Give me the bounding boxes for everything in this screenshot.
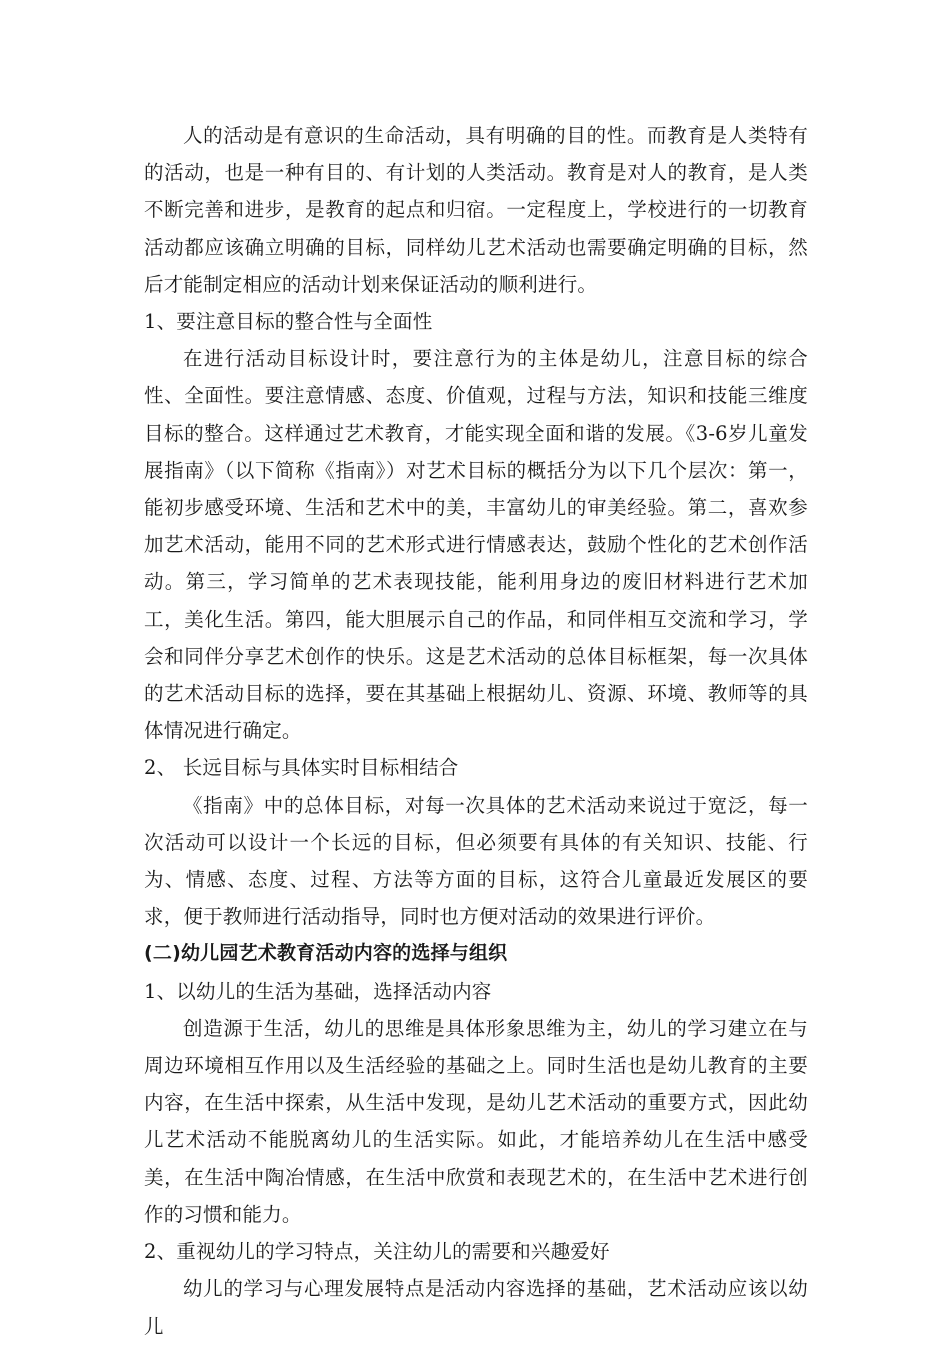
document-body [144, 117, 808, 1345]
section-heading-learning-traits: 2、重视幼儿的学习特点，关注幼儿的需要和兴趣爱好 [144, 1240, 610, 1264]
section-heading-integration: 1、要注意目标的整合性与全面性 [144, 310, 433, 334]
integration-paragraph: 在进行活动目标设计时，要注意行为的主体是幼儿，注意目标的综合性、全面性。要注意情感、态度、价值观，过程与方法，知识和技能三维度目标的整合。这样通过艺术教育，才能实现全面和谐的发展。《3-6岁儿童发展指南》（以下简称《指南》）对艺术目标的概括分为以下几个层次：第一，能初步感受环境、生活和艺术中的美，丰富幼儿的审美经验。第二，喜欢参加艺术活动，能用不同的艺术形式进行情感表达，鼓励个性化的艺术创作活动。第三，学习简单的艺术表现技能，能利用身边的废旧材料进行艺术加工，美化生活。第四，能大胆展示自己的作品，和同伴相互交流和学习，学会和同伴分享艺术创作的快乐。这是艺术活动的总体目标框架，每一次具体的艺术活动目标的选择，要在其基础上根据幼儿、资源、环境、教师等的具体情况进行确定。 [144, 347, 808, 743]
intro-paragraph: 人的活动是有意识的生命活动，具有明确的目的性。而教育是人类特有的活动，也是一种有目的、有计划的人类活动。教育是对人的教育，是人类不断完善和进步，是教育的起点和归宿。一定程度上，学校进行的一切教育活动都应该确立明确的目标，同样幼儿艺术活动也需要确定明确的目标，然后才能制定相应的活动计划来保证活动的顺利进行。 [144, 124, 808, 296]
section-heading-long-term-goals: 2、 长远目标与具体实时目标相结合 [144, 756, 459, 780]
chapter-heading-content-selection: (二)幼儿园艺术教育活动内容的选择与组织 [144, 942, 508, 965]
long-term-goals-paragraph: 《指南》中的总体目标，对每一次具体的艺术活动来说过于宽泛，每一次活动可以设计一个长远的目标，但必须要有具体的有关知识、技能、行为、情感、态度、过程、方法等方面的目标，这符合儿童最近发展区的要求，便于教师进行活动指导，同时也方便对活动的效果进行评价。 [144, 793, 808, 929]
learning-traits-paragraph: 幼儿的学习与心理发展特点是活动内容选择的基础，艺术活动应该以幼儿 [144, 1277, 808, 1338]
section-heading-life-basis: 1、以幼儿的生活为基础，选择活动内容 [144, 979, 492, 1003]
life-basis-paragraph: 创造源于生活，幼儿的思维是具体形象思维为主，幼儿的学习建立在与周边环境相互作用以及生活经验的基础之上。同时生活也是幼儿教育的主要内容，在生活中探索，从生活中发现，是幼儿艺术活动的重要方式，因此幼儿艺术活动不能脱离幼儿的生活实际。如此，才能培养幼儿在生活中感受美，在生活中陶冶情感，在生活中欣赏和表现艺术的，在生活中艺术进行创作的习惯和能力。 [144, 1016, 808, 1226]
